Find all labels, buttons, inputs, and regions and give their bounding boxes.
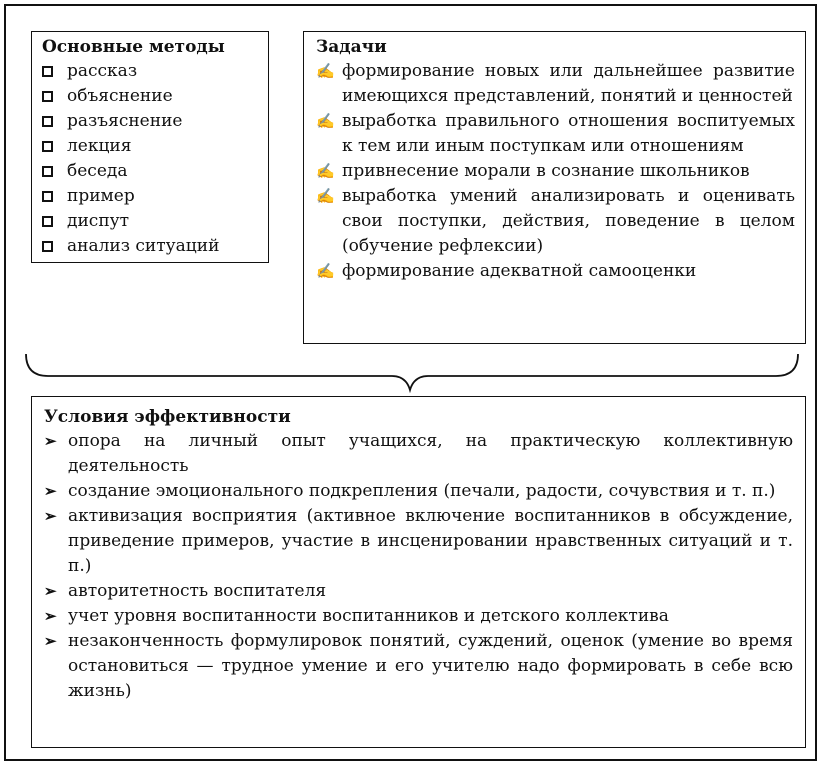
writing-hand-icon: ✍ <box>316 112 335 130</box>
writing-hand-icon: ✍ <box>316 162 335 180</box>
list-item: диспут <box>42 209 258 234</box>
list-item: ➢ создание эмоционального подкрепления (печали, радости, сочувствия и т. п.) <box>44 479 793 504</box>
methods-title: Основные методы <box>42 37 225 57</box>
arrow-bullet-icon: ➢ <box>44 507 57 525</box>
list-item: ➢ опора на личный опыт учащихся, на практическую коллективную деятельность <box>44 429 793 479</box>
tasks-title: Задачи <box>316 37 387 57</box>
list-item: рассказ <box>42 59 258 84</box>
list-item: ✍ привнесение морали в сознание школьников <box>316 159 795 184</box>
list-item: анализ ситуаций <box>42 234 258 259</box>
writing-hand-icon: ✍ <box>316 62 335 80</box>
writing-hand-icon: ✍ <box>316 187 335 205</box>
list-item: ➢ активизация восприятия (активное включение воспитанников в обсуждение, приведение примеров, участие в инсценировании нравственных ситуаций и т. п.) <box>44 504 793 579</box>
list-item: ➢ незаконченность формулировок понятий, суждений, оценок (умение во время остановиться — трудное умение и его учителю надо формировать в себе всю жизнь) <box>44 629 793 704</box>
conditions-box <box>31 396 806 748</box>
list-item: разъяснение <box>42 109 258 134</box>
curly-brace-connector <box>6 6 815 401</box>
list-item: лекция <box>42 134 258 159</box>
conditions-list <box>44 429 793 704</box>
list-item: объяснение <box>42 84 258 109</box>
list-item: ➢ учет уровня воспитанности воспитанников и детского коллектива <box>44 604 793 629</box>
conditions-title: Условия эффективности <box>44 407 291 427</box>
arrow-bullet-icon: ➢ <box>44 582 57 600</box>
writing-hand-icon: ✍ <box>316 262 335 280</box>
arrow-bullet-icon: ➢ <box>44 482 57 500</box>
arrow-bullet-icon: ➢ <box>44 607 57 625</box>
arrow-bullet-icon: ➢ <box>44 632 57 650</box>
list-item: ✍ формирование новых или дальнейшее развитие имеющихся представлений, понятий и ценностей <box>316 59 795 109</box>
arrow-bullet-icon: ➢ <box>44 432 57 450</box>
list-item: беседа <box>42 159 258 184</box>
diagram-frame <box>4 4 817 761</box>
list-item: ✍ формирование адекватной самооценки <box>316 259 795 284</box>
list-item: ➢ авторитетность воспитателя <box>44 579 793 604</box>
list-item: пример <box>42 184 258 209</box>
list-item: ✍ выработка правильного отношения воспитуемых к тем или иным поступкам или отношениям <box>316 109 795 159</box>
list-item: ✍ выработка умений анализировать и оценивать свои поступки, действия, поведение в целом (обучение рефлексии) <box>316 184 795 259</box>
